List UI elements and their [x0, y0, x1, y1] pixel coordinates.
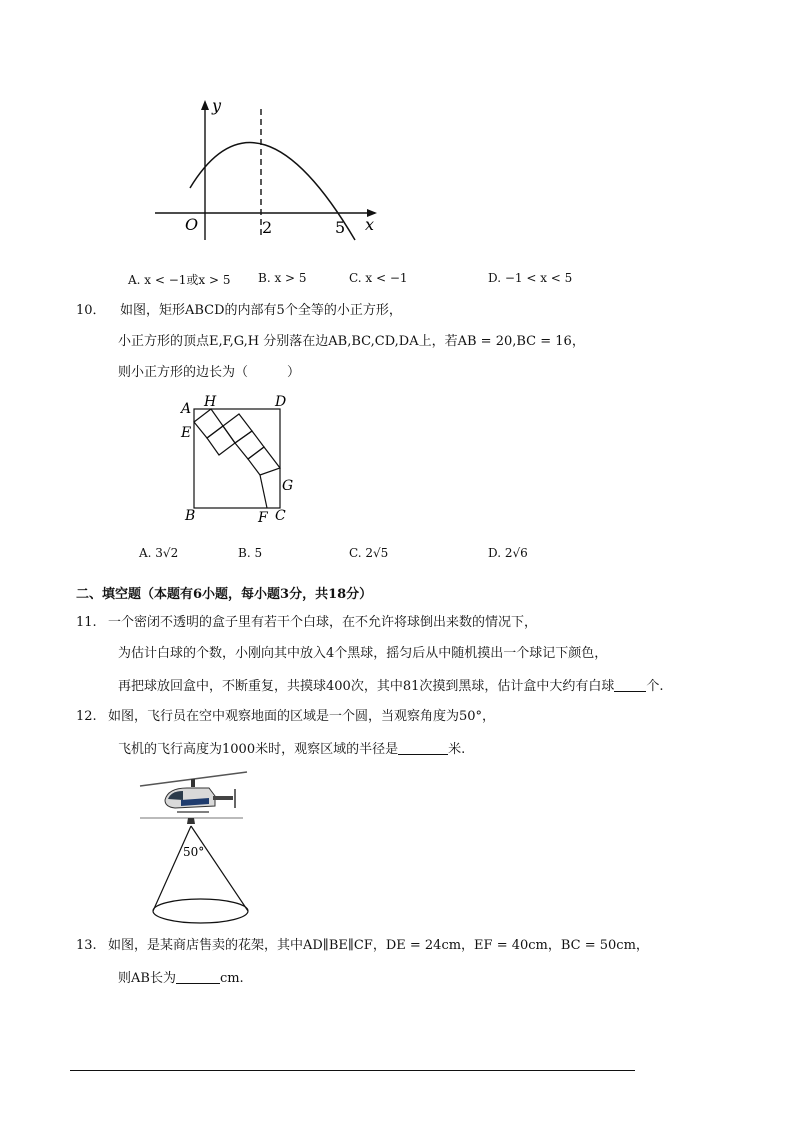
q13-number: 13.: [76, 938, 97, 953]
q13-answer-blank[interactable]: [176, 969, 220, 984]
q10-figure: [178, 390, 303, 528]
q12-number: 12.: [76, 709, 97, 724]
section-2-title: 二、填空题（本题有6小题，每小题3分，共18分）: [76, 587, 373, 602]
q11-line-3-text: 再把球放回盒中，不断重复，共摸球400次，其中81次摸到黑球，估计盒中大约有白球: [118, 679, 615, 694]
q13-line-1: 如图，是某商店售卖的花架，其中AD∥BE∥CF，DE = 24cm，EF = 40cm，BC = 50cm，: [108, 938, 649, 953]
small-square: [248, 447, 280, 475]
q10-option-a[interactable]: A. 3√2: [139, 546, 179, 560]
parabola-curve: [190, 143, 355, 240]
q13-line-2-text: 则AB长为: [118, 971, 176, 986]
q9-option-a[interactable]: A. x < −1或x > 5: [128, 273, 231, 287]
q11-line-2: 为估计白球的个数，小刚向其中放入4个黑球，摇匀后从中随机摸出一个球记下颜色，: [118, 646, 608, 661]
q9-option-c[interactable]: C. x < −1: [349, 271, 408, 285]
label-d: D: [275, 394, 287, 410]
small-square: [207, 426, 235, 455]
q11-number: 11.: [76, 615, 97, 630]
q11-line-3-end: 个.: [646, 679, 664, 694]
cone-right-edge: [191, 826, 248, 911]
q10-number: 10．: [76, 303, 106, 318]
origin-label: O: [185, 215, 199, 234]
label-a: A: [181, 401, 192, 417]
q10-option-c[interactable]: C. 2√5: [349, 546, 389, 560]
small-square: [235, 431, 264, 459]
q10-option-b[interactable]: B. 5: [238, 546, 263, 560]
tick-label-2: 2: [262, 218, 273, 237]
label-c: C: [275, 508, 286, 524]
q12-answer-blank[interactable]: [398, 740, 448, 755]
label-g: G: [282, 478, 294, 494]
q13-line-2: [118, 969, 244, 988]
small-square: [194, 409, 223, 438]
q10-line-3: 则小正方形的边长为（ ）: [118, 365, 301, 380]
helicopter-icon: [140, 772, 247, 812]
q11-line-1: 一个密闭不透明的盒子里有若干个白球，在不允许将球倒出来数的情况下，: [108, 615, 538, 630]
y-label: y: [212, 96, 222, 115]
cone-left-edge: [153, 826, 191, 911]
q9-option-b[interactable]: B. x > 5: [258, 271, 307, 285]
q12-line-2-text: 飞机的飞行高度为1000米时，观察区域的半径是: [118, 742, 399, 757]
rectangle-abcd: [194, 409, 280, 508]
tick-label-5: 5: [335, 218, 346, 237]
q13-line-2-end: cm.: [219, 971, 244, 986]
label-b: B: [185, 508, 196, 524]
q10-line-1: 如图，矩形ABCD的内部有5个全等的小正方形，: [120, 303, 402, 318]
q10-option-d[interactable]: D. 2√6: [488, 546, 528, 560]
label-f: F: [258, 510, 268, 526]
q11-answer-blank[interactable]: [614, 677, 646, 692]
observation-circle: [153, 899, 248, 923]
q12-line-2-end: 米.: [448, 742, 466, 757]
y-axis-arrow-icon: [201, 100, 209, 110]
q12-line-2: [118, 740, 465, 759]
angle-label: 50°: [183, 845, 205, 859]
q10-line-2: 小正方形的顶点E,F,G,H 分别落在边AB,BC,CD,DA上，若AB = 20,BC = 16，: [118, 334, 585, 349]
label-h: H: [204, 394, 217, 410]
small-square: [223, 414, 252, 443]
label-e: E: [181, 425, 192, 441]
q12-line-1: 如图，飞行员在空中观察地面的区域是一个圆，当观察角度为50°，: [108, 709, 496, 724]
q12-figure: [135, 766, 260, 926]
q11-line-3: [118, 677, 664, 696]
diagonal-segment: [260, 475, 267, 508]
camera-icon: [187, 818, 195, 824]
footer-divider: [70, 1070, 635, 1071]
x-label: x: [365, 215, 375, 234]
q9-option-d[interactable]: D. −1 < x < 5: [488, 271, 573, 285]
q9-graph: [150, 95, 390, 245]
